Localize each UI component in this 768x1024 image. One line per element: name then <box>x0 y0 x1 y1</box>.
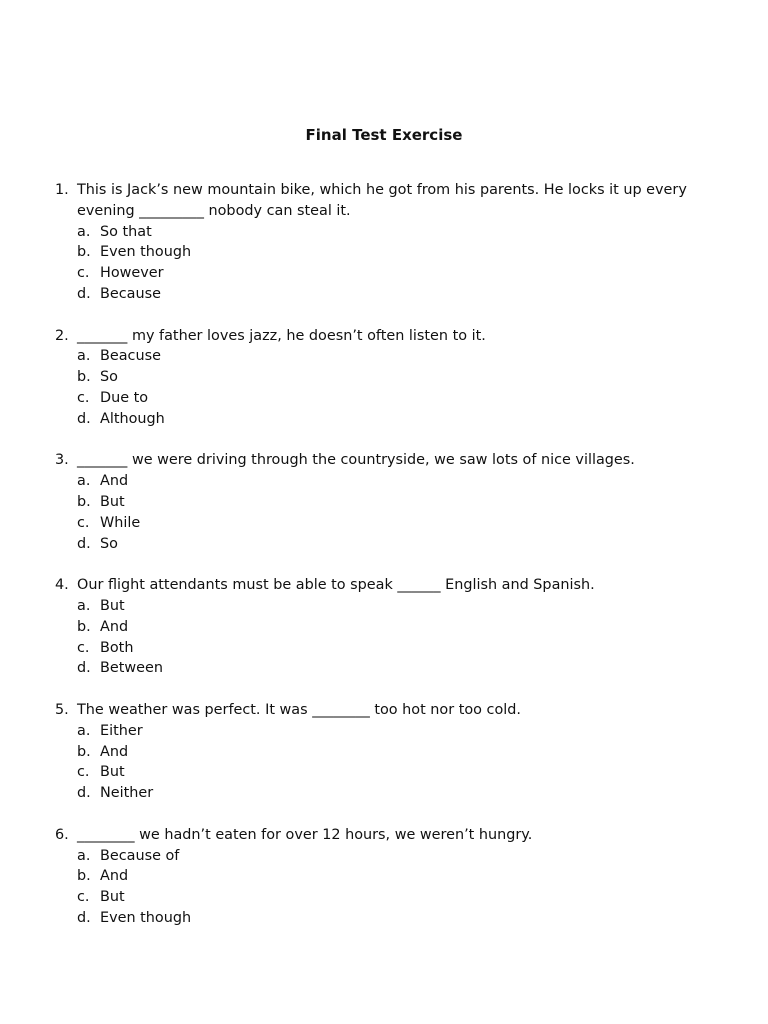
option-letter: b. <box>77 868 91 885</box>
option-letter: d. <box>77 410 91 427</box>
option-letter: c. <box>77 889 90 906</box>
option-letter: a. <box>77 473 91 490</box>
option-text: Although <box>100 410 165 427</box>
option-letter: b. <box>77 369 91 386</box>
option-letter: d. <box>77 535 91 552</box>
question-number: 2. <box>55 327 69 344</box>
option-letter: a. <box>77 223 91 240</box>
answer-option <box>77 346 695 367</box>
option-text: Because of <box>100 847 180 864</box>
option-letter: a. <box>77 597 91 614</box>
question-item <box>55 575 695 679</box>
answer-option <box>77 658 695 679</box>
answer-option <box>77 742 695 763</box>
answer-option <box>77 471 695 492</box>
answer-option <box>77 534 695 555</box>
answer-option <box>77 242 695 263</box>
option-text: And <box>100 743 129 760</box>
answer-option <box>77 596 695 617</box>
question-stem <box>55 450 695 471</box>
option-text: So <box>100 369 118 386</box>
option-text: However <box>100 265 164 282</box>
answer-option <box>77 222 695 243</box>
option-letter: b. <box>77 244 91 261</box>
option-text: Even though <box>100 909 192 926</box>
answer-option <box>77 846 695 867</box>
question-number: 3. <box>55 452 69 469</box>
question-text: Our flight attendants must be able to speak ______ English and Spanish. <box>77 577 595 594</box>
answer-option <box>77 388 695 409</box>
question-stem <box>55 575 695 596</box>
option-letter: a. <box>77 847 91 864</box>
option-letter: a. <box>77 722 91 739</box>
option-text: And <box>100 868 129 885</box>
option-text: Either <box>100 722 143 739</box>
question-list <box>55 180 695 949</box>
question-stem <box>55 326 695 347</box>
answer-option <box>77 263 695 284</box>
answer-option <box>77 638 695 659</box>
option-text: So that <box>100 223 152 240</box>
question-text: _______ we were driving through the countryside, we saw lots of nice villages. <box>77 452 635 469</box>
page-title: Final Test Exercise <box>305 126 463 144</box>
question-item <box>55 825 695 929</box>
option-text: Because <box>100 285 161 302</box>
option-text: But <box>100 764 125 781</box>
question-item <box>55 326 695 430</box>
question-text: _______ my father loves jazz, he doesn’t often listen to it. <box>77 327 486 344</box>
question-text: The weather was perfect. It was ________ too hot nor too cold. <box>77 701 521 718</box>
answer-option <box>77 367 695 388</box>
question-stem <box>55 700 695 721</box>
question-item <box>55 180 695 305</box>
option-text: Neither <box>100 785 154 802</box>
question-stem <box>55 825 695 846</box>
option-text: So <box>100 535 118 552</box>
answer-option <box>77 617 695 638</box>
option-letter: b. <box>77 743 91 760</box>
option-text: And <box>100 473 129 490</box>
option-letter: d. <box>77 909 91 926</box>
answer-option <box>77 409 695 430</box>
answer-option <box>77 284 695 305</box>
option-letter: b. <box>77 618 91 635</box>
option-text: But <box>100 493 125 510</box>
option-letter: c. <box>77 639 90 656</box>
question-number: 5. <box>55 701 69 718</box>
option-letter: d. <box>77 660 91 677</box>
option-letter: b. <box>77 493 91 510</box>
option-letter: c. <box>77 265 90 282</box>
option-text: Due to <box>100 389 149 406</box>
answer-option <box>77 492 695 513</box>
option-text: Both <box>100 639 134 656</box>
option-letter: c. <box>77 764 90 781</box>
question-stem <box>55 180 695 222</box>
option-text: But <box>100 597 125 614</box>
option-letter: c. <box>77 514 90 531</box>
answer-option <box>77 762 695 783</box>
answer-option <box>77 783 695 804</box>
option-text: Between <box>100 660 163 677</box>
answer-option <box>77 721 695 742</box>
question-number: 4. <box>55 577 69 594</box>
answer-option <box>77 887 695 908</box>
option-text: And <box>100 618 129 635</box>
question-number: 1. <box>55 182 69 198</box>
option-letter: a. <box>77 348 91 365</box>
option-text: Beacuse <box>100 348 161 365</box>
answer-option <box>77 513 695 534</box>
option-text: But <box>100 889 125 906</box>
question-item <box>55 700 695 804</box>
answer-option <box>77 908 695 929</box>
answer-option <box>77 866 695 887</box>
option-letter: c. <box>77 389 90 406</box>
question-number: 6. <box>55 826 69 843</box>
option-letter: d. <box>77 785 91 802</box>
option-text: While <box>100 514 141 531</box>
question-text: This is Jack’s new mountain bike, which he got from his parents. He locks it up every evening _________ nobody can steal it. <box>77 182 687 219</box>
question-item <box>55 450 695 554</box>
option-letter: d. <box>77 285 91 302</box>
option-text: Even though <box>100 244 192 261</box>
question-text: ________ we hadn’t eaten for over 12 hours, we weren’t hungry. <box>77 826 533 843</box>
